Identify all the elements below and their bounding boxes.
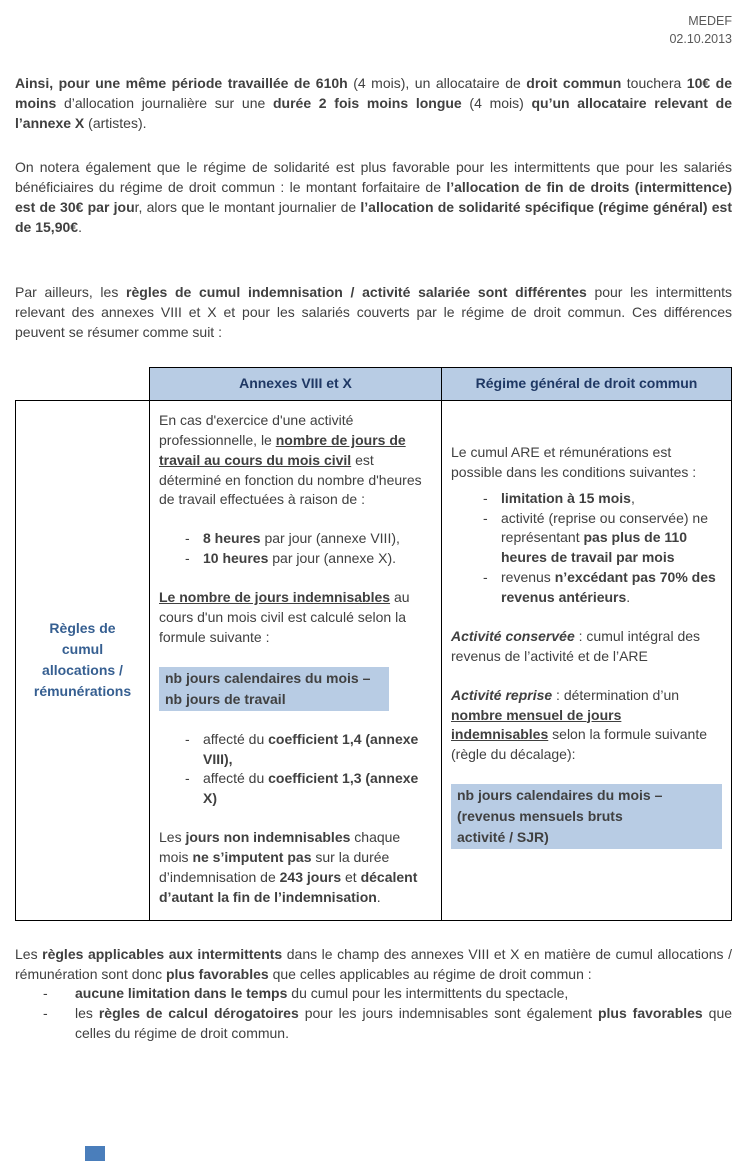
regime-intro: Le cumul ARE et rémunérations est possible dans les conditions suivantes : <box>451 443 697 480</box>
list-item <box>185 549 432 569</box>
list-item-text: affecté du coefficient 1,3 (annexe X) <box>203 770 419 807</box>
list-item <box>43 1004 732 1044</box>
list-item-text: 10 heures par jour (annexe X). <box>203 550 396 567</box>
bullet-marker: - <box>185 770 190 787</box>
comparison-table <box>15 367 732 921</box>
regime-general-cell <box>441 400 732 921</box>
intro-paragraph-2: On notera également que le régime de solidarité est plus favorable pour les intermittents que pour les salariés bénéficiaires du régime de droit commun : le montant forfaitaire de l’allocation de fin de droits (intermittence) est de 30€ par jour, alors que le montant journalier de l’allocation de solidarité spécifique (régime général) est de 15,90€. <box>15 158 732 235</box>
list-item-text: 8 heures par jour (annexe VIII), <box>203 530 400 547</box>
intro-paragraph-3: Par ailleurs, les règles de cumul indemnisation / activité salariée sont différentes pour les intermittents relevant des annexes VIII et X et pour les salariés couverts par le régime de droit commun. Ces différences peuvent se résumer comme suit : <box>15 284 733 341</box>
bullet-marker: - <box>483 569 488 586</box>
annexes-intro: En cas d'exercice d'une activité professionnelle, le nombre de jours de travail au cours du mois civil est déterminé en fonction du nombre d'heures de travail effectuées à raison de : <box>159 411 422 508</box>
list-item <box>185 730 432 770</box>
bullet-marker: - <box>43 985 48 1002</box>
regime-formula-box: nb jours calendaires du mois – (revenus mensuels bruts activité / SJR) <box>451 784 722 849</box>
hours-list <box>159 529 432 569</box>
list-item <box>185 529 432 549</box>
list-item-text: aucune limitation dans le temps du cumul pour les intermittents du spectacle, <box>75 985 569 1002</box>
column-header-regime-general: Régime général de droit commun <box>441 367 732 400</box>
list-item-text: affecté du coefficient 1,4 (annexe VIII), <box>203 730 419 767</box>
list-item-text: les règles de calcul dérogatoires pour les jours indemnisables sont également plus favorables que celles du régime de droit commun. <box>75 1005 733 1042</box>
coefficient-list <box>159 730 432 810</box>
list-item-text: revenus n’excédant pas 70% des revenus antérieurs. <box>501 569 716 605</box>
bullet-marker: - <box>185 730 190 747</box>
list-item <box>483 489 722 509</box>
conclusion-paragraph: Les règles applicables aux intermittents dans le champ des annexes VIII et X en matière de cumul allocations / rémunération sont donc plus favorables que celles applicables au régime de droit commun : <box>15 945 732 982</box>
annexes-cell <box>149 400 441 921</box>
annexes-formula-intro: Le nombre de jours indemnisables au cours d'un mois civil est calculé selon la formule suivante : <box>159 589 410 645</box>
list-item <box>483 568 722 608</box>
intro-paragraph-1: Ainsi, pour une même période travaillée de 610h (4 mois), un allocataire de droit commun touchera 10€ de moins d’allocation journalière sur une durée 2 fois moins longue (4 mois) qu’un allocataire relevant de l’annexe X (artistes). <box>15 75 733 131</box>
bullet-marker: - <box>483 489 488 506</box>
bullet-marker: - <box>483 509 488 526</box>
column-header-annexes: Annexes VIII et X <box>149 367 441 400</box>
bullet-marker: - <box>185 530 190 547</box>
list-item-text: activité (reprise ou conservée) ne représentant pas plus de 110 heures de travail par mois <box>501 509 708 566</box>
org-name: MEDEF <box>688 14 732 28</box>
document-date: 02.10.2013 <box>669 32 732 47</box>
list-item <box>483 509 722 569</box>
bullet-marker: - <box>43 1005 48 1022</box>
activite-reprise: Activité reprise : détermination d’un nombre mensuel de jours indemnisables selon la formule suivante (règle du décalage): <box>451 686 708 763</box>
conditions-list <box>451 489 722 608</box>
annexes-outro: Les jours non indemnisables chaque mois ne s’imputent pas sur la durée d’indemnisation de 243 jours et décalent d’autant la fin de l’indemnisation. <box>159 829 418 905</box>
list-item-text: limitation à 15 mois, <box>501 489 635 506</box>
annexes-formula-box: nb jours calendaires du mois – nb jours de travail <box>159 667 389 711</box>
list-item <box>185 769 432 809</box>
row-label-cell <box>15 400 149 921</box>
footer-page-marker <box>85 1146 105 1161</box>
document-header <box>15 12 732 48</box>
activite-conservee: Activité conservée : cumul intégral des revenus de l’activité et de l’ARE <box>451 627 701 664</box>
table-corner-spacer <box>15 367 149 400</box>
row-label-text: Règles de cumul allocations / rémunérations <box>33 620 132 700</box>
bullet-marker: - <box>185 550 190 567</box>
list-item <box>43 984 732 1004</box>
